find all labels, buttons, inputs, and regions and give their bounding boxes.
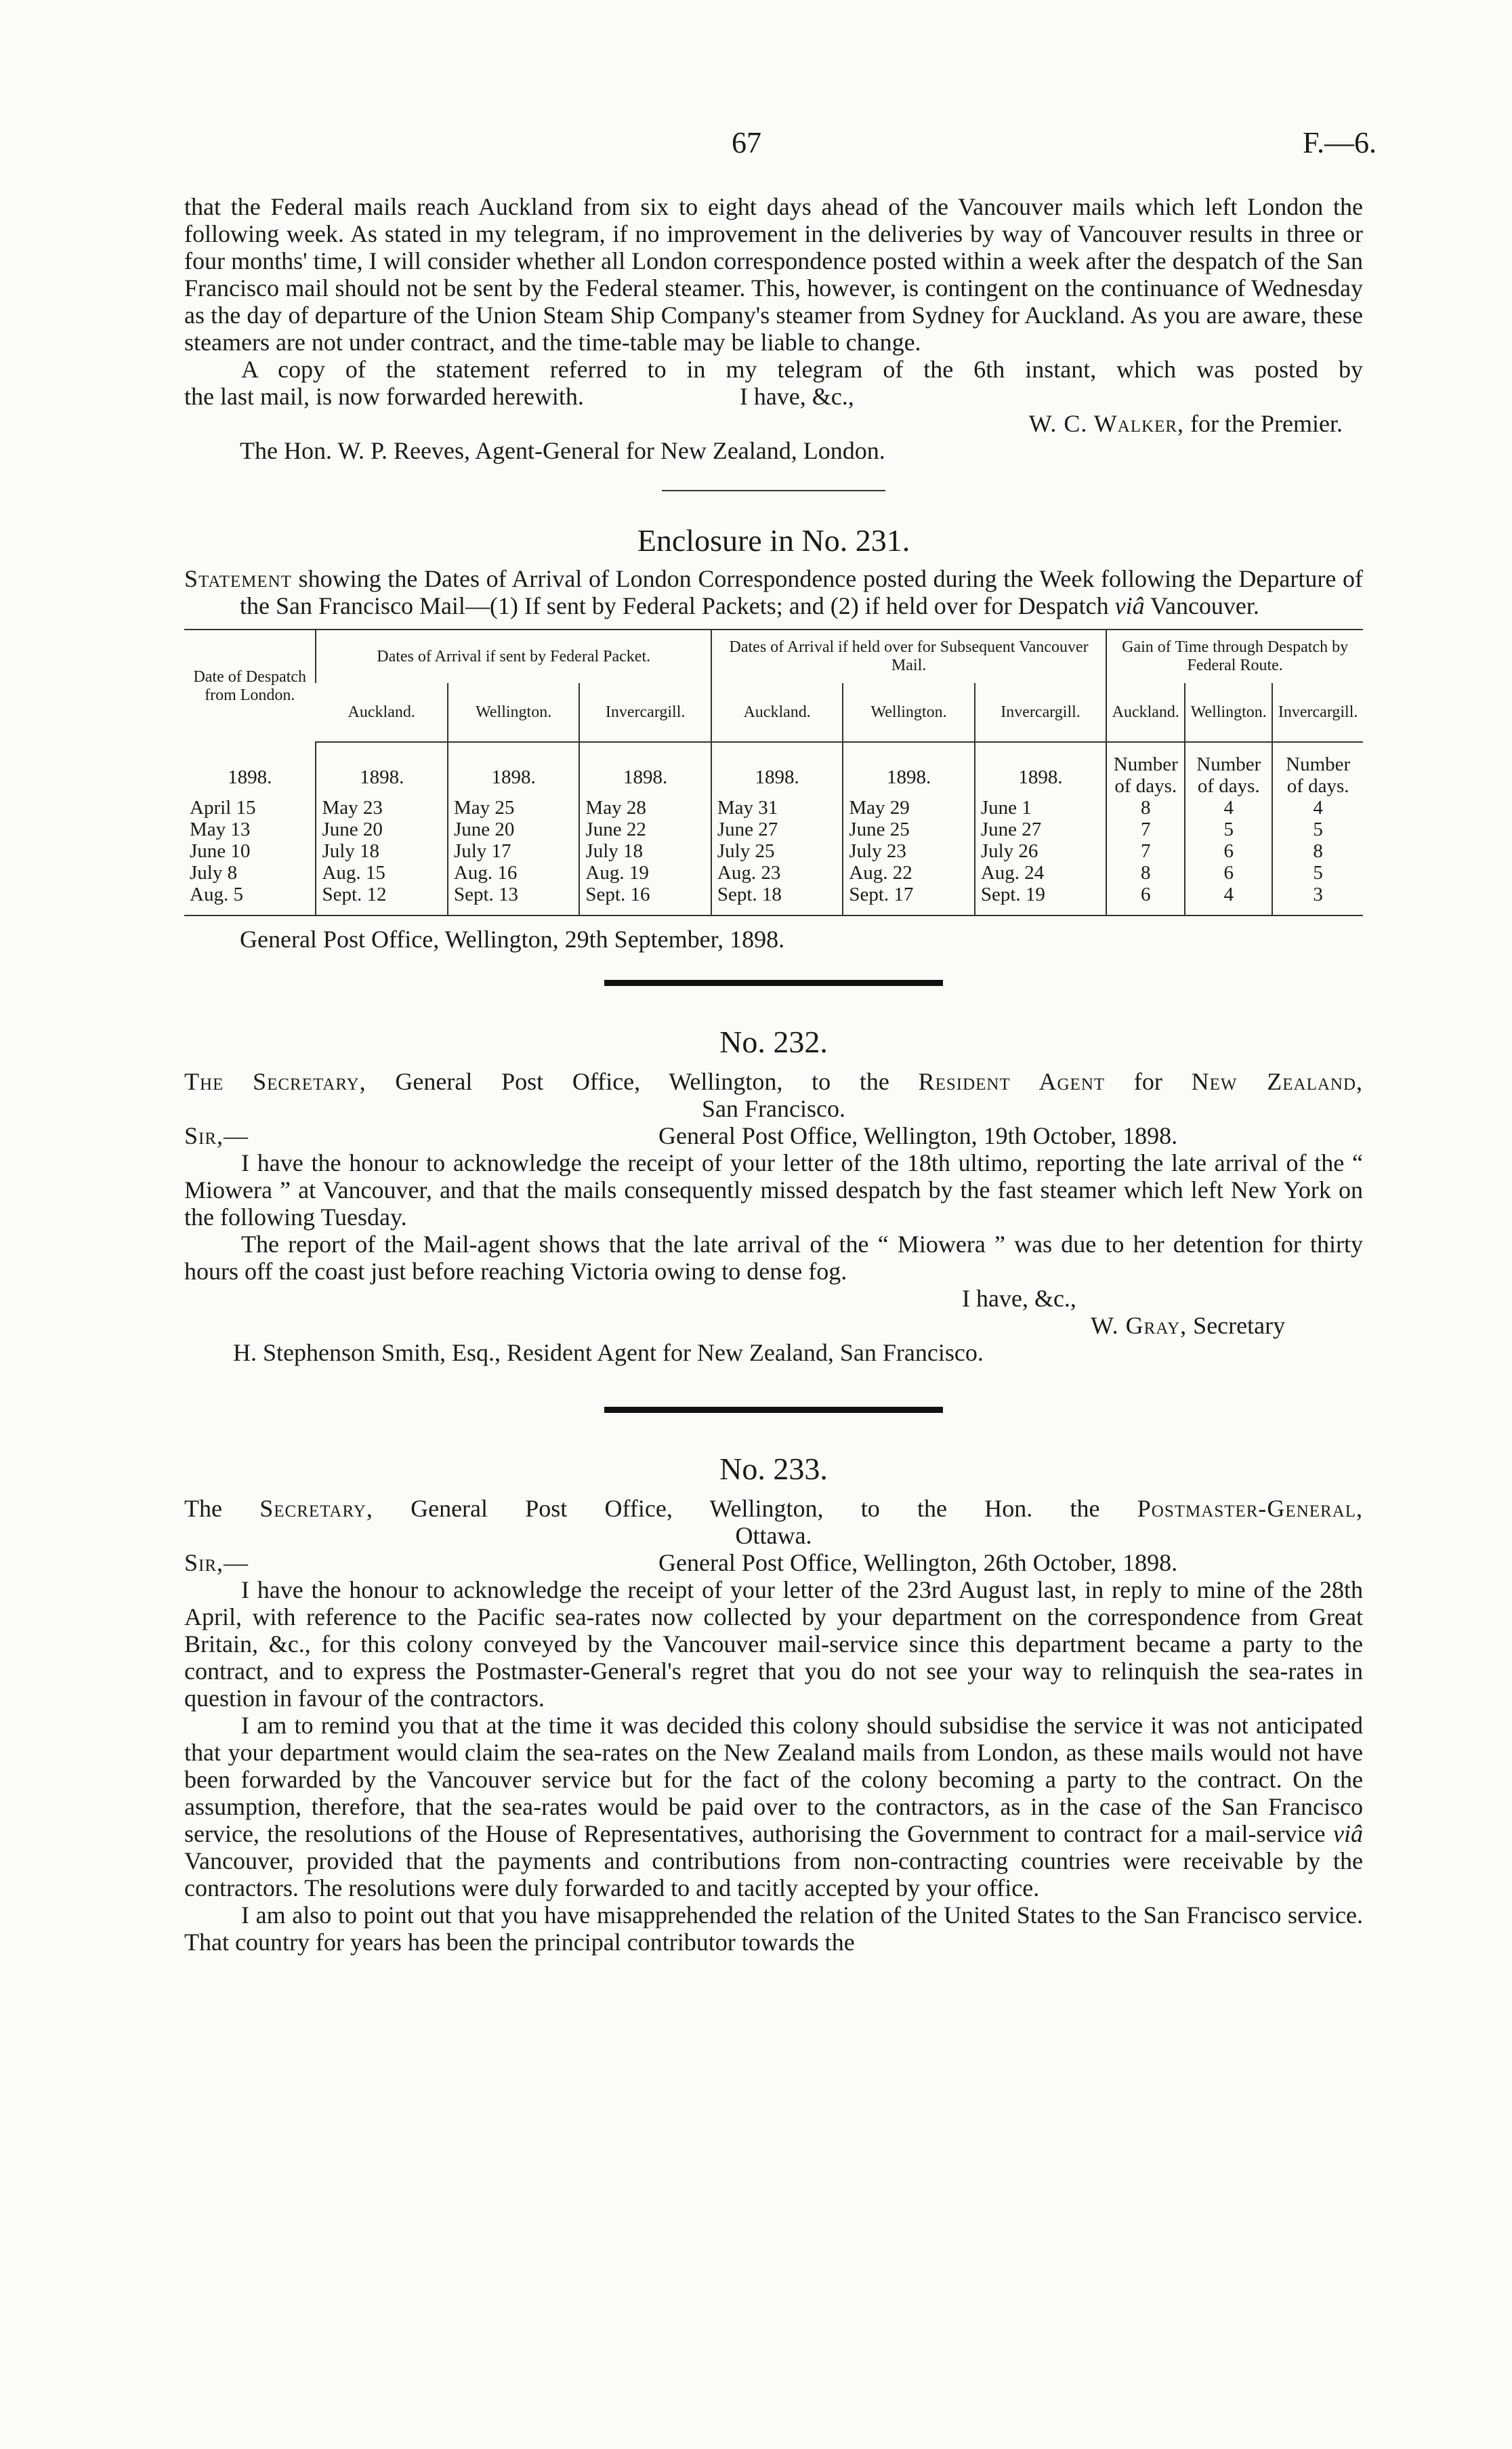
year-cell: 1898.: [975, 742, 1106, 797]
arrival-dates-table: [184, 629, 1363, 916]
statement-via: viâ: [1114, 592, 1145, 619]
letter-text: the last mail, is now forwarded herewith.: [184, 383, 584, 410]
days-cell: 4: [1185, 884, 1272, 915]
signature-block: [184, 410, 1363, 437]
column-header-auckland: Auckland.: [316, 683, 447, 742]
days-cell: 5: [1185, 819, 1272, 840]
date-cell: June 22: [579, 819, 711, 840]
dateline: General Post Office, Wellington, 19th October, 1898.: [658, 1122, 1178, 1149]
closing-formula: I have, &c.,: [962, 1285, 1076, 1312]
column-header-auckland: Auckland.: [711, 683, 843, 742]
date-cell: June 20: [316, 819, 447, 840]
column-header-wellington: Wellington.: [843, 683, 974, 742]
table-row: [184, 840, 1363, 862]
column-header-gain-auckland: Auckland.: [1106, 683, 1185, 742]
postmaster-general-title: Postmaster-General,: [1137, 1495, 1364, 1522]
dateline: General Post Office, Wellington, 26th October, 1898.: [658, 1549, 1178, 1576]
statement-text: showing the Dates of Arrival of London Correspondence posted during the Week following the Departure of the San Francisco Mail—(1) If sent by Federal Packets; and (2) if held over for Despatch: [240, 565, 1363, 619]
date-cell: June 20: [448, 819, 579, 840]
date-cell: Aug. 5: [184, 884, 316, 915]
year-cell: 1898.: [448, 742, 579, 797]
addressee: H. Stephenson Smith, Esq., Resident Agent for New Zealand, San Francisco.: [233, 1339, 984, 1366]
address-text: General Post Office, Wellington, to the: [395, 1068, 889, 1095]
letter-paragraph: I am also to point out that you have misapprehended the relation of the United States to the San Francisco service. That country for years has been the principal contributor towards the: [184, 1901, 1363, 1956]
column-group-vancouver: Dates of Arrival if held over for Subsequent Vancouver Mail.: [711, 630, 1106, 683]
column-header-gain-wellington: Wellington.: [1185, 683, 1272, 742]
days-cell: 5: [1272, 862, 1363, 884]
addressee: The Hon. W. P. Reeves, Agent-General for New Zealand, London.: [240, 437, 885, 464]
section-divider: [604, 1407, 943, 1413]
date-cell: Sept. 17: [843, 884, 974, 915]
days-cell: 5: [1272, 819, 1363, 840]
enclosure-heading: Enclosure in No. 231.: [637, 523, 910, 558]
page-number: 67: [732, 126, 761, 159]
resident-agent-title: Resident Agent: [918, 1068, 1106, 1095]
date-cell: Aug. 22: [843, 862, 974, 884]
salutation-line: [184, 1122, 1363, 1149]
date-cell: Sept. 13: [448, 884, 579, 915]
statement-description: [184, 565, 1363, 619]
days-cell: 8: [1272, 840, 1363, 862]
date-cell: May 29: [843, 797, 974, 819]
table-row: [184, 797, 1363, 819]
column-group-gain: Gain of Time through Despatch by Federal Route.: [1106, 630, 1363, 683]
year-cell: 1898.: [316, 742, 447, 797]
signature-block: [184, 1312, 1363, 1339]
days-cell: 7: [1106, 819, 1185, 840]
year-cell: 1898.: [843, 742, 974, 797]
letter-paragraph: [184, 1712, 1363, 1901]
column-header-invercargill: Invercargill.: [579, 683, 711, 742]
address-line-2: Ottawa.: [735, 1522, 812, 1549]
section-divider: [604, 980, 943, 986]
signatory-role: for the Premier.: [1190, 410, 1343, 437]
days-cell: 6: [1185, 840, 1272, 862]
date-cell: July 23: [843, 840, 974, 862]
date-cell: Sept. 12: [316, 884, 447, 915]
days-cell: 7: [1106, 840, 1185, 862]
secretary-title: Secretary,: [253, 1068, 366, 1095]
date-cell: July 18: [316, 840, 447, 862]
letter-closing-line: [184, 383, 1363, 410]
new-zealand-title: New Zealand,: [1191, 1068, 1364, 1095]
table-row: [184, 884, 1363, 915]
salutation-line: [184, 1549, 1363, 1576]
date-cell: Aug. 23: [711, 862, 843, 884]
year-cell: 1898.: [579, 742, 711, 797]
paragraph-text: I am to remind you that at the time it was decided this colony should subsidise the service it was not anticipated that your department would claim the sea-rates on the New Zealand mails from London, as these mails would not have been forwarded by the Vancouver service but for the fact of the colony becoming a party to the contract. On the assumption, therefore, that the sea-rates would be paid over to the contractors, as in the case of the San Francisco service, the resolutions of the House of Representatives, authorising the Government to contract for a mail-service: [184, 1712, 1363, 1847]
secretary-title: Secretary,: [259, 1495, 373, 1522]
table-row: [184, 862, 1363, 884]
the-word: The: [184, 1068, 224, 1095]
table-year-row: [184, 742, 1363, 797]
letter-233-address: [184, 1495, 1363, 1522]
letter-paragraph: A copy of the statement referred to in my telegram of the 6th instant, which was posted by: [241, 356, 1363, 383]
statement-end: Vancouver.: [1150, 592, 1259, 619]
date-cell: Aug. 16: [448, 862, 579, 884]
year-cell: 1898.: [228, 766, 272, 788]
days-unit-cell: Number of days.: [1185, 742, 1272, 797]
date-cell: June 25: [843, 819, 974, 840]
date-cell: Sept. 18: [711, 884, 843, 915]
date-cell: Sept. 16: [579, 884, 711, 915]
days-unit-cell: Number of days.: [1106, 742, 1185, 797]
date-cell: May 31: [711, 797, 843, 819]
address-line-2: San Francisco.: [702, 1095, 845, 1122]
days-cell: 4: [1272, 797, 1363, 819]
column-header-invercargill: Invercargill.: [975, 683, 1106, 742]
days-cell: 6: [1106, 884, 1185, 915]
days-cell: 3: [1272, 884, 1363, 915]
date-cell: May 25: [448, 797, 579, 819]
address-text: General Post Office, Wellington, to the Hon. the: [411, 1495, 1100, 1522]
letter-paragraph: that the Federal mails reach Auckland from six to eight days ahead of the Vancouver mails which left London the following week. As stated in my telegram, if no improvement in the deliveries by way of Vancouver results in three or four months' time, I will consider whether all London correspondence posted within a week after the despatch of the San Francisco mail should not be sent by the Federal steamer. This, however, is contingent on the continuance of Wednesday as the day of departure of the Union Steam Ship Company's steamer from Sydney for Auckland. As you are aware, these steamers are not under contract, and the time-table may be liable to change.: [184, 193, 1363, 356]
date-cell: Aug. 24: [975, 862, 1106, 884]
signatory-name: W. Gray,: [1091, 1312, 1188, 1339]
letter-paragraph: I have the honour to acknowledge the receipt of your letter of the 23rd August last, in reply to mine of the 28th April, with reference to the Pacific sea-rates now collected by your department on the correspondence from Great Britain, &c., for this colony conveyed by the Vancouver mail-service since this department became a party to the contract, and to express the Postmaster-General's regret that you do not see your way to relinquish the sea-rates in question in favour of the contractors.: [184, 1576, 1363, 1712]
for-word: for: [1133, 1068, 1162, 1095]
year-cell: 1898.: [711, 742, 843, 797]
closing-formula: I have, &c.,: [739, 383, 854, 410]
signatory-name: W. C. Walker,: [1028, 410, 1185, 437]
date-cell: May 13: [190, 819, 251, 840]
statement-label: Statement: [184, 565, 292, 592]
letter-paragraph: The report of the Mail-agent shows that the late arrival of the “ Miowera ” was due to her detention for thirty hours off the coast just before reaching Victoria owing to dense fog.: [184, 1231, 1363, 1285]
salutation: Sir,—: [184, 1549, 249, 1576]
paragraph-text: Vancouver, provided that the payments and contributions from non-contracting countries were receivable by the contractors. The resolutions were duly forwarded to and tacitly accepted by your office.: [184, 1847, 1363, 1901]
letter-233-heading: No. 233.: [719, 1452, 828, 1486]
the-word: The: [184, 1495, 222, 1522]
days-cell: 8: [1106, 797, 1185, 819]
date-cell: July 26: [975, 840, 1106, 862]
date-cell: June 10: [190, 840, 251, 862]
days-cell: 4: [1185, 797, 1272, 819]
date-cell: April 15: [190, 797, 256, 819]
date-cell: Sept. 19: [975, 884, 1106, 915]
date-cell: June 1: [975, 797, 1106, 819]
date-cell: July 18: [579, 840, 711, 862]
column-header-gain-invercargill: Invercargill.: [1272, 683, 1363, 742]
days-cell: 6: [1185, 862, 1272, 884]
enclosure-footer: General Post Office, Wellington, 29th September, 1898.: [240, 926, 785, 953]
salutation: Sir,—: [184, 1122, 249, 1149]
column-header-date: Date of Despatch from London.: [184, 630, 316, 742]
date-cell: June 27: [711, 819, 843, 840]
days-unit-cell: Number of days.: [1272, 742, 1363, 797]
date-cell: July 8: [190, 862, 238, 884]
letter-232-heading: No. 232.: [719, 1025, 828, 1059]
table-row: [184, 819, 1363, 840]
days-cell: 8: [1106, 862, 1185, 884]
column-header-wellington: Wellington.: [448, 683, 579, 742]
date-cell: June 27: [975, 819, 1106, 840]
date-cell: May 23: [316, 797, 447, 819]
column-group-federal: Dates of Arrival if sent by Federal Packet.: [316, 630, 711, 683]
date-cell: May 28: [579, 797, 711, 819]
signatory-role: Secretary: [1193, 1312, 1286, 1339]
letter-232-address: [184, 1068, 1363, 1095]
date-cell: July 25: [711, 840, 843, 862]
date-cell: Aug. 19: [579, 862, 711, 884]
date-cell: July 17: [448, 840, 579, 862]
date-cell: Aug. 15: [316, 862, 447, 884]
section-divider: [662, 490, 885, 491]
document-reference: F.—6.: [1303, 126, 1377, 159]
page-body: [184, 193, 1363, 1956]
via-word: viâ: [1333, 1820, 1364, 1847]
letter-paragraph: I have the honour to acknowledge the receipt of your letter of the 18th ultimo, reporting the late arrival of the “ Miowera ” at Vancouver, and that the mails consequently missed despatch by the fast steamer which left New York on the following Tuesday.: [184, 1149, 1363, 1231]
